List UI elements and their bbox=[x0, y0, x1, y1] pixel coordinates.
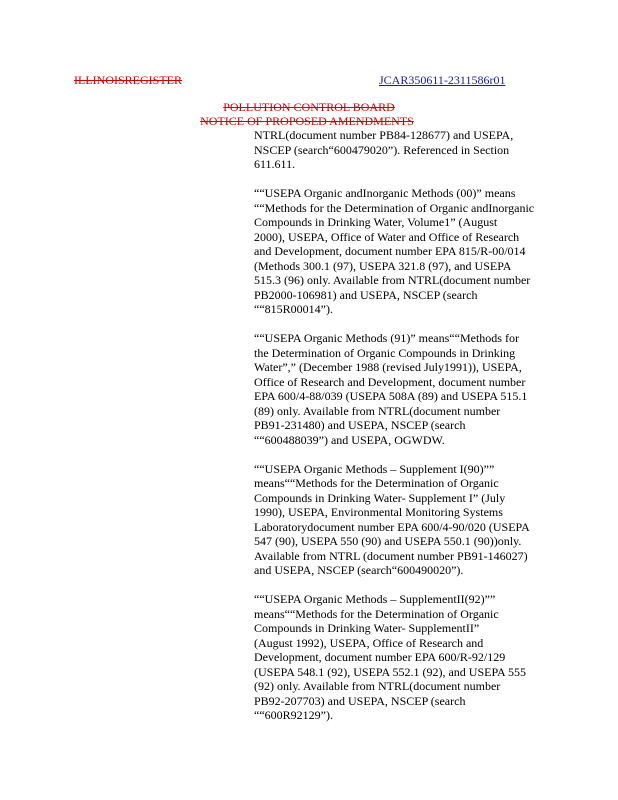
text-line: Compounds in Drinking Water, Volume1” (August bbox=[254, 215, 498, 229]
text-line: PB2000-106981) and USEPA, NSCEP (search bbox=[254, 287, 478, 302]
text-line: Compounds in Drinking Water- Supplement I” (July bbox=[254, 490, 506, 505]
register-header: ILLINOISREGISTER bbox=[74, 73, 182, 87]
text-line: 1990), USEPA, Environmental Monitoring Systems bbox=[254, 505, 503, 519]
text-line: means““Methods for the Determination of Organic bbox=[254, 606, 499, 621]
text-line: (USEPA 548.1 (92), USEPA 552.1 (92), and USEPA 555 bbox=[254, 664, 527, 679]
text-line: ““815R00014”). bbox=[254, 302, 333, 316]
text-line: (Methods 300.1 (97), USEPA 321.8 (97), and USEPA bbox=[254, 258, 512, 273]
text-line: ““USEPA Organic Methods – SupplementII(92)”” bbox=[254, 592, 496, 606]
text-line: 611.611. bbox=[254, 157, 296, 171]
text-line: PB92-207703) and USEPA, NSCEP (search bbox=[254, 693, 466, 708]
text-line: means““Methods for the Determination of Organic bbox=[254, 476, 499, 490]
text-line: 2000), USEPA, Office of Water and Office of Research bbox=[254, 229, 520, 244]
paragraph bbox=[254, 592, 572, 723]
text-line: 547 (90), USEPA 550 (90) and USEPA 550.1 (90))only. bbox=[254, 534, 522, 548]
text-line: Office of Research and Development, document number bbox=[254, 374, 526, 389]
jcar-reference: JCAR350611-2311586r01 bbox=[379, 73, 506, 87]
text-line: 515.3 (96) only. Available from NTRL(document number bbox=[254, 273, 531, 287]
text-line: PB91-231480) and USEPA, NSCEP (search bbox=[254, 418, 466, 432]
paragraph bbox=[254, 128, 572, 172]
text-line: Laboratorydocument number EPA 600/4-90/020 (USEPA bbox=[254, 519, 530, 534]
board-title: POLLUTION CONTROL BOARD bbox=[223, 100, 395, 114]
text-line: and Development, document number EPA 815/R-00/014 bbox=[254, 244, 526, 258]
text-line: ““Methods for the Determination of Organic andInorganic bbox=[254, 200, 535, 215]
text-line: Development, document number EPA 600/R-92/129 bbox=[254, 650, 506, 664]
text-line: and USEPA, NSCEP (search“600490020”). bbox=[254, 563, 464, 577]
paragraph bbox=[254, 462, 572, 578]
text-line: NSCEP (search“600479020”). Referenced in Section bbox=[254, 142, 510, 157]
text-line: ““USEPA Organic Methods (91)” means““Methods for bbox=[254, 331, 519, 345]
document-body bbox=[254, 128, 572, 737]
text-line: EPA 600/4-88/039 (USEPA 508A (89) and USEPA 515.1 bbox=[254, 389, 528, 403]
text-line: ““USEPA Organic andInorganic Methods (00)” means bbox=[254, 186, 516, 200]
text-line: the Determination of Organic Compounds in Drinking bbox=[254, 345, 516, 360]
text-line: NTRL(document number PB84-128677) and USEPA, bbox=[254, 128, 514, 142]
paragraph bbox=[254, 186, 572, 317]
paragraph bbox=[254, 331, 572, 447]
text-line: ““600R92129”). bbox=[254, 708, 333, 722]
text-line: ““600488039”) and USEPA, OGWDW. bbox=[254, 432, 445, 447]
text-line: Available from NTRL (document number PB91-146027) bbox=[254, 548, 528, 563]
text-line: (August 1992), USEPA, Office of Research and bbox=[254, 635, 484, 650]
text-line: ““USEPA Organic Methods – Supplement I(90)”” bbox=[254, 461, 495, 476]
text-line: (92) only. Available from NTRL(document number bbox=[254, 679, 501, 693]
document-heading bbox=[0, 100, 618, 128]
notice-title: NOTICE OF PROPOSED AMENDMENTS bbox=[200, 114, 414, 128]
text-line: (89) only. Available from NTRL(document number bbox=[254, 403, 501, 418]
text-line: Water”,” (December 1988 (revised July1991)), USEPA, bbox=[254, 360, 522, 374]
text-line: Compounds in Drinking Water- SupplementII” bbox=[254, 621, 480, 635]
